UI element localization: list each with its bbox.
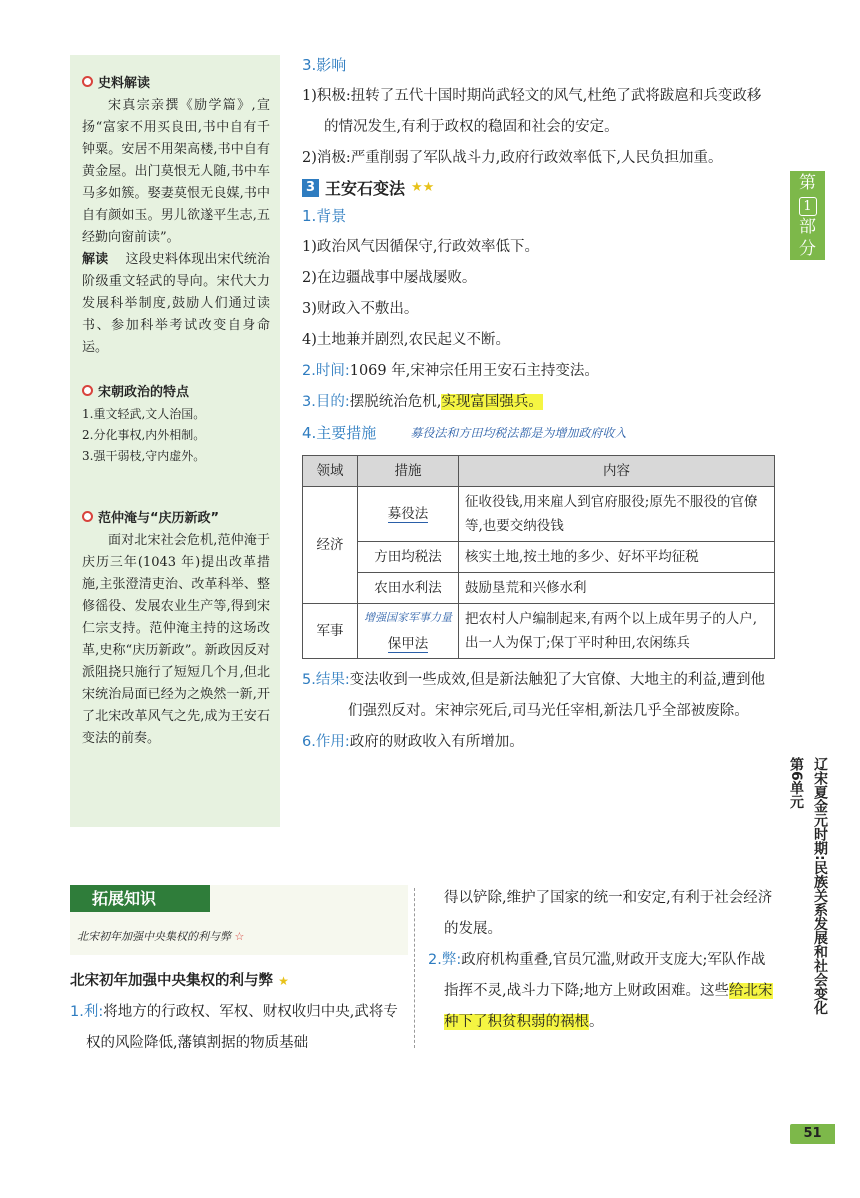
con-highlight: 给北宋种下了积贫积弱的祸根 [444,983,773,1030]
list-item: 1.重文轻武,文人治国。 [82,407,206,421]
tab-number: 1 [799,197,817,216]
table-header: 领域 [303,456,358,487]
impact-negative-text: 严重削弱了军队战斗力,政府行政效率低下,人民负担加重。 [350,150,723,166]
bullet-circle-icon [82,511,93,522]
goal-label: 3.目的: [302,394,350,410]
goal-highlight: 实现富国强兵。 [441,394,543,410]
main-content [302,50,772,758]
con-text: 政府机构重叠,官员冗滥,财政开支庞大;军队作战指挥不灵,战斗力下降;地方上财政困难。这些 [444,952,766,999]
song-politics-list [82,404,270,467]
con-paragraph [428,945,773,1038]
section-number: 3 [302,179,319,197]
measure-name: 保甲法 [387,636,429,652]
impact-positive-text: 扭转了五代十国时期尚武轻文的风气,杜绝了武将跋扈和兵变政移的情况发生,有利于政权的稳固和社会的安定。 [324,88,762,135]
unit-title-vertical: 辽宋夏金元时期:民族关系发展和社会变化 [812,757,828,1015]
pro-label: 1.利: [70,1004,104,1020]
table-cell-measure: 农田水利法 [358,573,459,604]
table-header-row [303,456,775,487]
measure-name: 募役法 [387,506,429,522]
tab-char: 分 [799,239,816,259]
subtitle-text: 北宋初年加强中央集权的利与弊 [77,930,231,943]
table-cell-measure [358,604,459,659]
result-text: 变法收到一些成效,但是新法触犯了大官僚、大地主的利益,遭到他们强烈反对。宋神宗死后,司马光任宰相,新法几乎全部被废除。 [348,672,765,719]
table-header: 内容 [459,456,775,487]
sidebar-heading-historical-reading [82,72,280,91]
measures-heading: 4.主要措施 [302,424,377,442]
pro-paragraph [70,997,410,1059]
extension-right-column [428,883,773,1038]
fan-zhongyan-text: 面对北宋社会危机,范仲淹于庆历三年(1043 年)提出改革措施,主张澄清吏治、改革科举、整修徭役、发展农业生产等,得到宋仁宗支持。范仲淹主持的这场改革,史称“庆历新政”。新政因反对派阻挠只施行了短短几个月,但北宋统治局面已经为之焕然一新,开了北宋改革风气之先,成为王安石变法的前奏。 [82,533,270,746]
background-item: 2)在边疆战事中屡战屡败。 [302,270,477,286]
table-row [303,573,775,604]
goal-line [302,387,772,418]
impact-negative [302,143,772,174]
pro-continuation: 得以铲除,维护了国家的统一和安定,有利于社会经济的发展。 [444,890,773,937]
table-row [303,487,775,542]
heading-text: 史料解读 [98,76,151,91]
result-label: 5.结果: [302,672,350,688]
table-cell-measure: 方田均税法 [358,542,459,573]
extension-left-column [70,966,410,1059]
measures-table [302,455,775,659]
heading-text: 北宋初年加强中央集权的利与弊 [70,973,273,989]
interpretation [82,249,270,359]
star-icon: ☆ [234,930,245,943]
goal-text: 摆脱统治危机, [349,394,442,410]
interpretation-label: 解读 [82,252,109,267]
background-item: 4)土地兼并剧烈,农民起义不断。 [302,332,510,348]
bullet-circle-icon [82,76,93,87]
con-end: 。 [589,1014,604,1030]
star-icon: ★ [278,974,289,988]
page-number: 51 [790,1124,835,1144]
impact-positive-label: 1)积极: [302,88,351,104]
heading-text: 范仲淹与“庆历新政” [98,511,220,526]
sidebar [70,55,280,827]
table-cell-content: 鼓励垦荒和兴修水利 [459,573,775,604]
effect-label: 6.作用: [302,734,350,750]
column-divider [414,888,415,1048]
table-row [303,604,775,659]
effect-line [302,727,772,758]
part-tab [790,171,825,260]
stars-icon: ★★ [411,180,435,195]
table-row [303,542,775,573]
extension-title: 拓展知识 [70,885,210,912]
table-cell-content: 核实土地,按土地的多少、好坏平均征税 [459,542,775,573]
impact-positive [302,81,772,143]
section-title: 王安石变法 [325,179,406,198]
impact-negative-label: 2)消极: [302,150,351,166]
time-line [302,356,772,387]
sidebar-heading-fan-zhongyan [82,507,280,526]
table-cell-measure [358,487,459,542]
pro-text: 将地方的行政权、军权、财权收归中央,武将专权的风险降低,藩镇割据的物质基础 [86,1004,398,1051]
time-label: 2.时间: [302,363,350,379]
background-item: 1)政治风气因循保守,行政效率低下。 [302,239,539,255]
historical-text: 宋真宗亲撰《励学篇》,宣扬“富家不用买良田,书中自有千钟粟。安居不用架高楼,书中自有黄金屋。出门莫恨无人随,书中车马多如簇。娶妻莫恨无良媒,书中自有颜如玉。男儿欲遂平生志,五经勤向窗前读”。 [82,98,270,245]
list-item: 2.分化事权,内外相制。 [82,428,206,442]
interpretation-text: 这段史料体现出宋代统治阶级重文轻武的导向。宋代大力发展科举制度,鼓励人们通过读书、参加科举考试改变自身命运。 [82,252,270,355]
measures-line [302,418,772,449]
tab-char: 第 [799,173,816,193]
result-line [302,665,772,727]
tab-char: 部 [799,217,816,237]
extension-subtitle [77,928,244,944]
bullet-circle-icon [82,385,93,396]
handwritten-note: 募役法和方田均税法都是为增加政府收入 [410,426,627,440]
con-label: 2.弊: [428,952,462,968]
heading-text: 宋朝政治的特点 [98,385,190,400]
effect-text: 政府的财政收入有所增加。 [349,734,524,750]
time-text: 1069 年,宋神宗任用王安石主持变法。 [349,363,599,379]
extension-heading [70,966,410,997]
handwritten-note: 增强国家军事力量 [364,611,452,624]
list-item: 3.强干弱枝,守内虚外。 [82,449,206,463]
background-heading: 1.背景 [302,207,347,225]
table-cell-content: 把农村人户编制起来,有两个以上成年男子的人户,出一人为保丁;保丁平时种田,农闲练兵 [459,604,775,659]
section-heading [302,176,772,199]
impact-heading: 3.影响 [302,56,347,74]
table-header: 措施 [358,456,459,487]
sidebar-heading-song-politics [82,381,280,400]
table-cell-content: 征收役钱,用来雇人到官府服役;原先不服役的官僚等,也要交纳役钱 [459,487,775,542]
table-cell-domain: 军事 [303,604,358,659]
table-cell-domain: 经济 [303,487,358,604]
unit-number-vertical: 第6单元 [788,757,804,809]
background-item: 3)财政入不敷出。 [302,301,419,317]
